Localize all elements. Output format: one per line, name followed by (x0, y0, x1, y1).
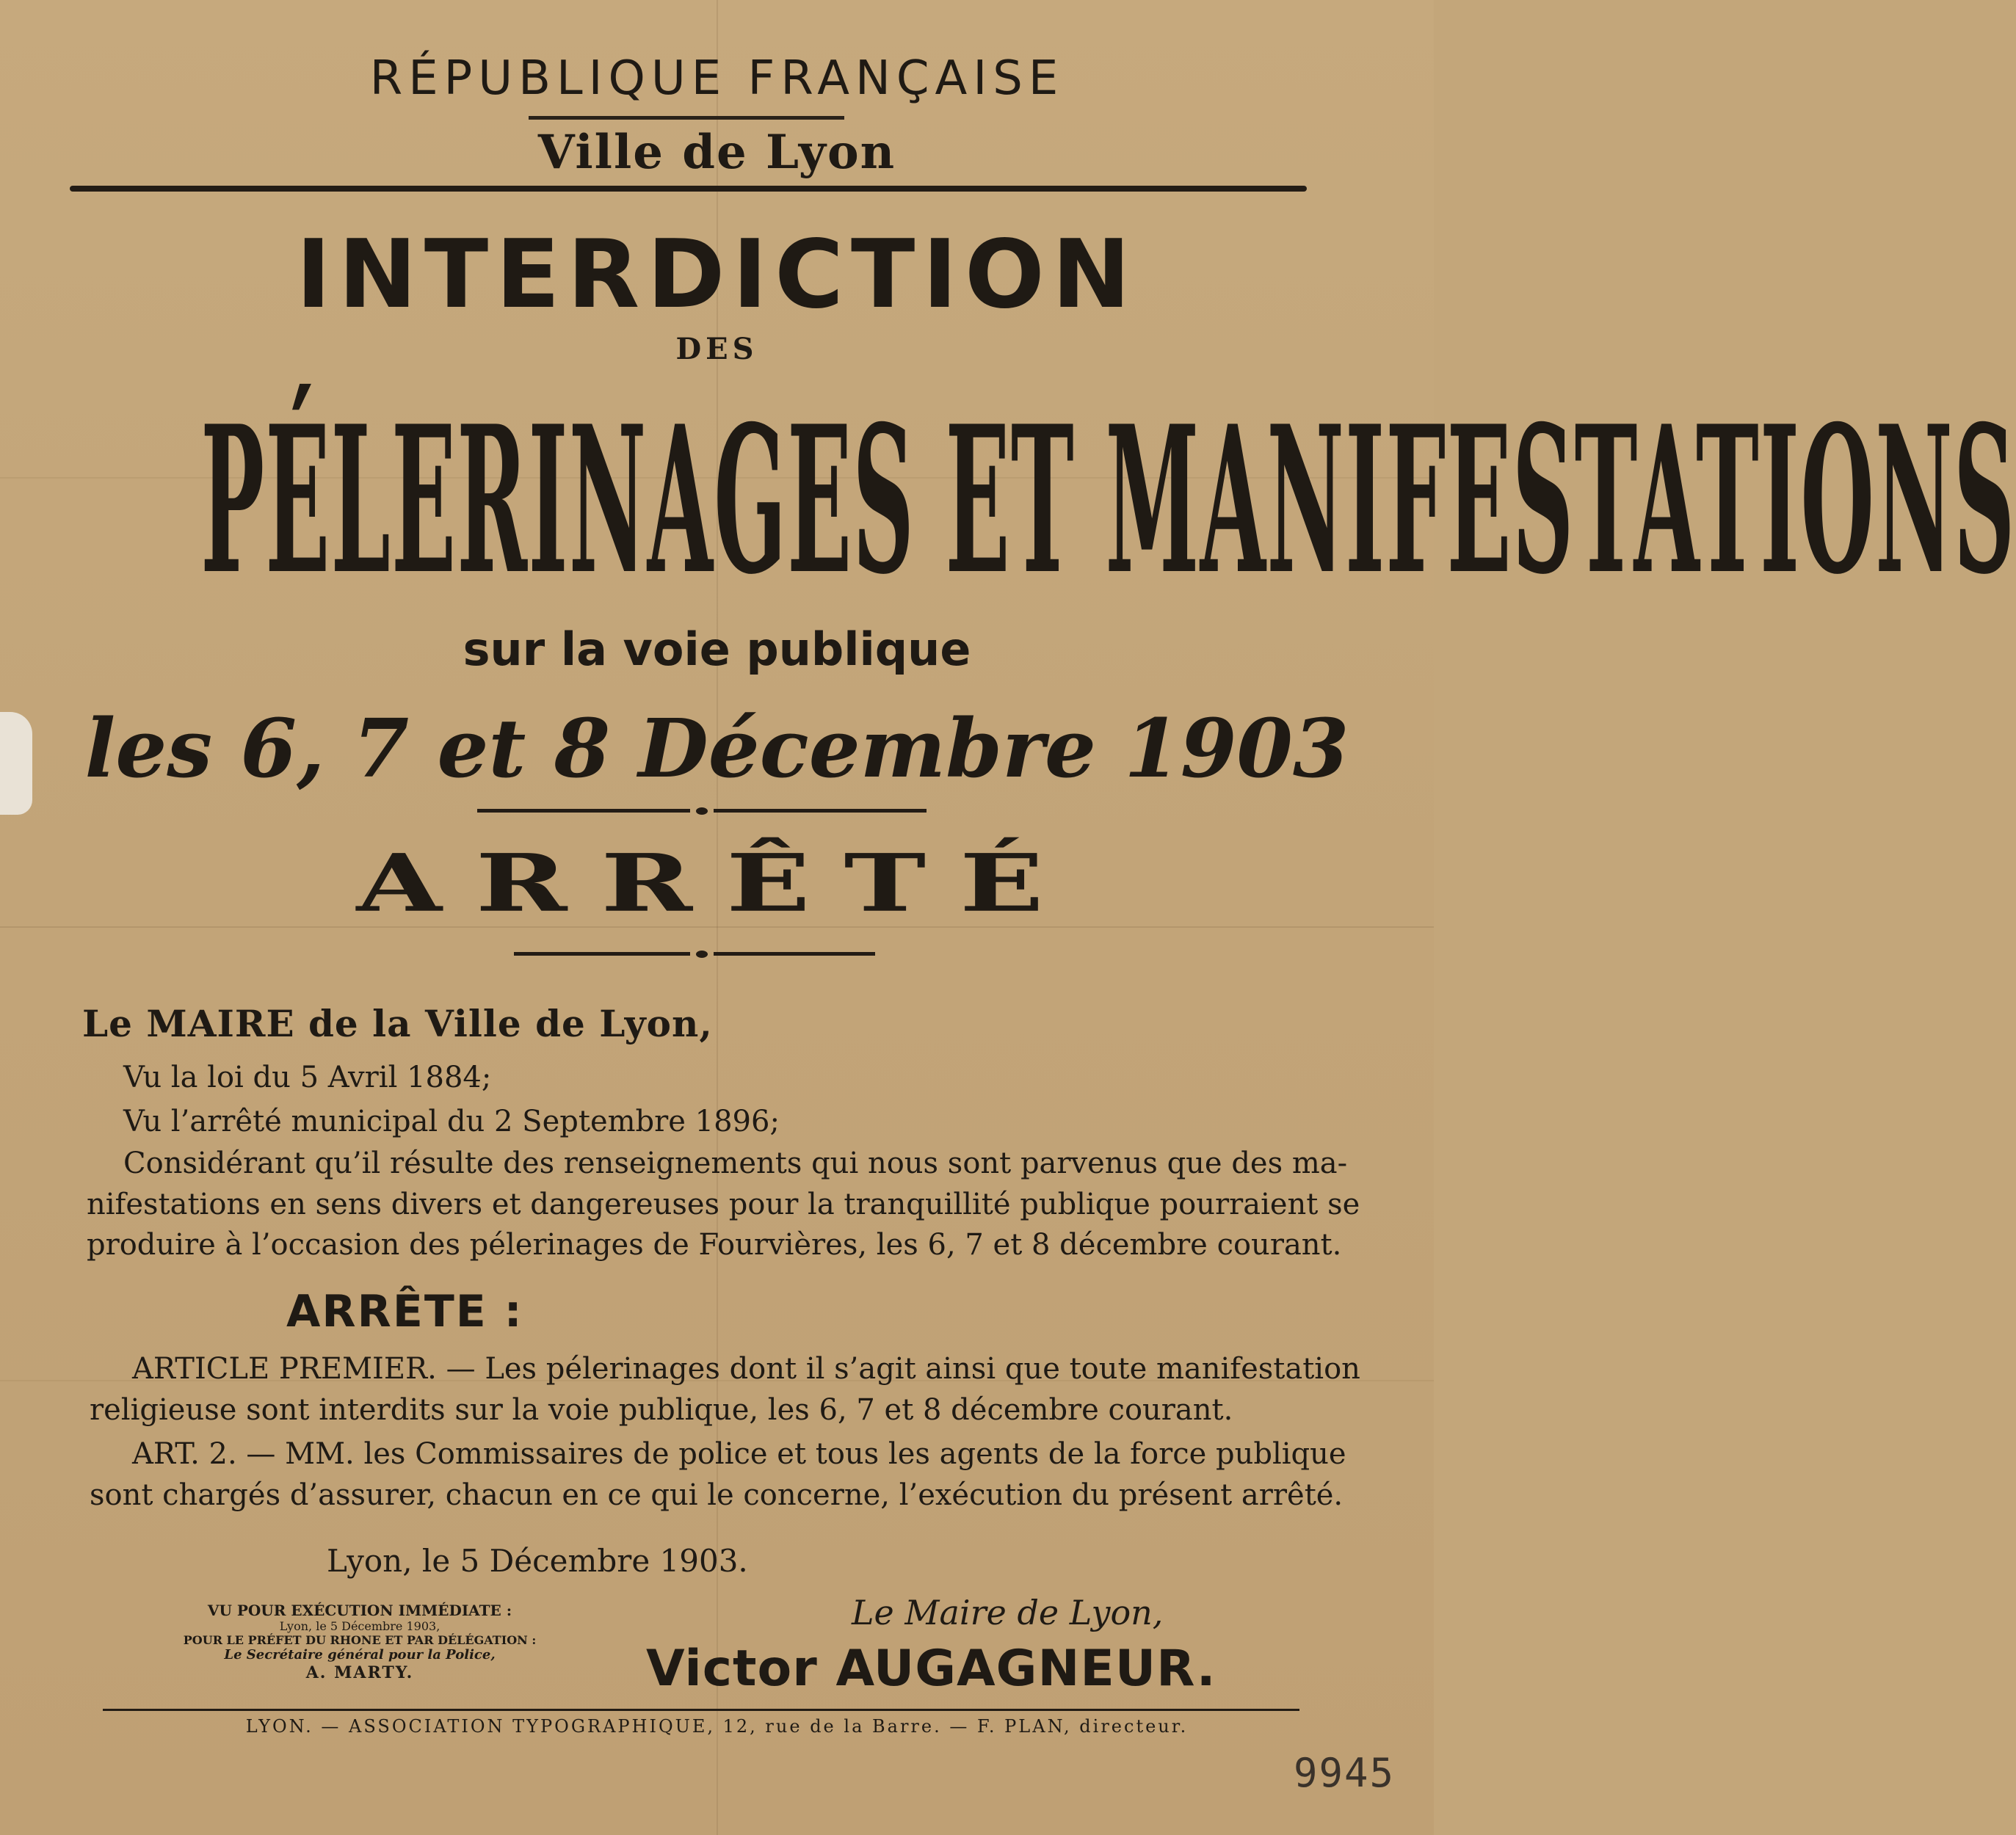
preamble-considerant-line: Considérant qu’il résulte des renseignements qui nous sont parvenus que des ma- (123, 1147, 1348, 1180)
archive-stamp-number: 9945 (1294, 1750, 1396, 1796)
article-2-line: ART. 2. — MM. les Commissaires de police et tous les agents de la force publique (132, 1437, 1346, 1471)
preamble-maire: Le MAIRE de la Ville de Lyon, (82, 1002, 713, 1045)
article-2-line: sont chargés d’assurer, chacun en ce qui le concerne, l’exécution du présent arrêté. (90, 1478, 1344, 1512)
preamble-vu-arrete: Vu l’arrêté municipal du 2 Septembre 1896; (123, 1105, 780, 1138)
title-where: sur la voie publique (463, 622, 971, 676)
execution-line: VU POUR EXÉCUTION IMMÉDIATE : (207, 1602, 512, 1619)
execution-line: Le Secrétaire général pour la Police, (224, 1647, 496, 1663)
header-rule (70, 186, 1307, 192)
republic-heading: RÉPUBLIQUE FRANÇAISE (369, 51, 1065, 106)
title-subject: PÉLERINAGES ET MANIFESTATIONS (200, 382, 2016, 619)
title-dates: les 6, 7 et 8 Décembre 1903 (84, 701, 1349, 796)
preamble-considerant-line: nifestations en sens divers et dangereuses pour la tranquillité publique pourraient se (87, 1188, 1360, 1221)
article-premier-line: ARTICLE PREMIER. — Les pélerinages dont il s’agit ainsi que toute manifestation (132, 1352, 1360, 1386)
preamble-vu-loi: Vu la loi du 5 Avril 1884; (123, 1061, 492, 1094)
execution-line: POUR LE PRÉFET DU RHONE ET PAR DÉLÉGATION : (183, 1633, 537, 1648)
republic-underline (529, 116, 844, 120)
maire-name: Victor AUGAGNEUR. (646, 1640, 1217, 1698)
preamble-considerant-line: produire à l’occasion des pélerinages de Fourvières, les 6, 7 et 8 décembre courant. (87, 1228, 1342, 1262)
execution-block (147, 1602, 573, 1682)
printer-imprint: LYON. — ASSOCIATION TYPOGRAPHIQUE, 12, rue de la Barre. — F. PLAN, directeur. (245, 1716, 1189, 1737)
title-interdiction: INTERDICTION (296, 220, 1138, 330)
signing-date: Lyon, le 5 Décembre 1903. (327, 1543, 748, 1579)
execution-line: Lyon, le 5 Décembre 1903, (279, 1619, 440, 1633)
arrete-heading: ARRÊTE : (286, 1286, 523, 1337)
article-premier-line: religieuse sont interdits sur la voie publique, les 6, 7 et 8 décembre courant. (90, 1393, 1233, 1427)
imprint-rule (103, 1709, 1299, 1711)
execution-signatory: A. MARTY. (305, 1663, 414, 1682)
title-arrete: ARRÊTÉ (356, 837, 1078, 930)
maire-title: Le Maire de Lyon, (852, 1593, 1164, 1632)
title-des: DES (675, 332, 758, 366)
city-heading: Ville de Lyon (537, 125, 896, 180)
